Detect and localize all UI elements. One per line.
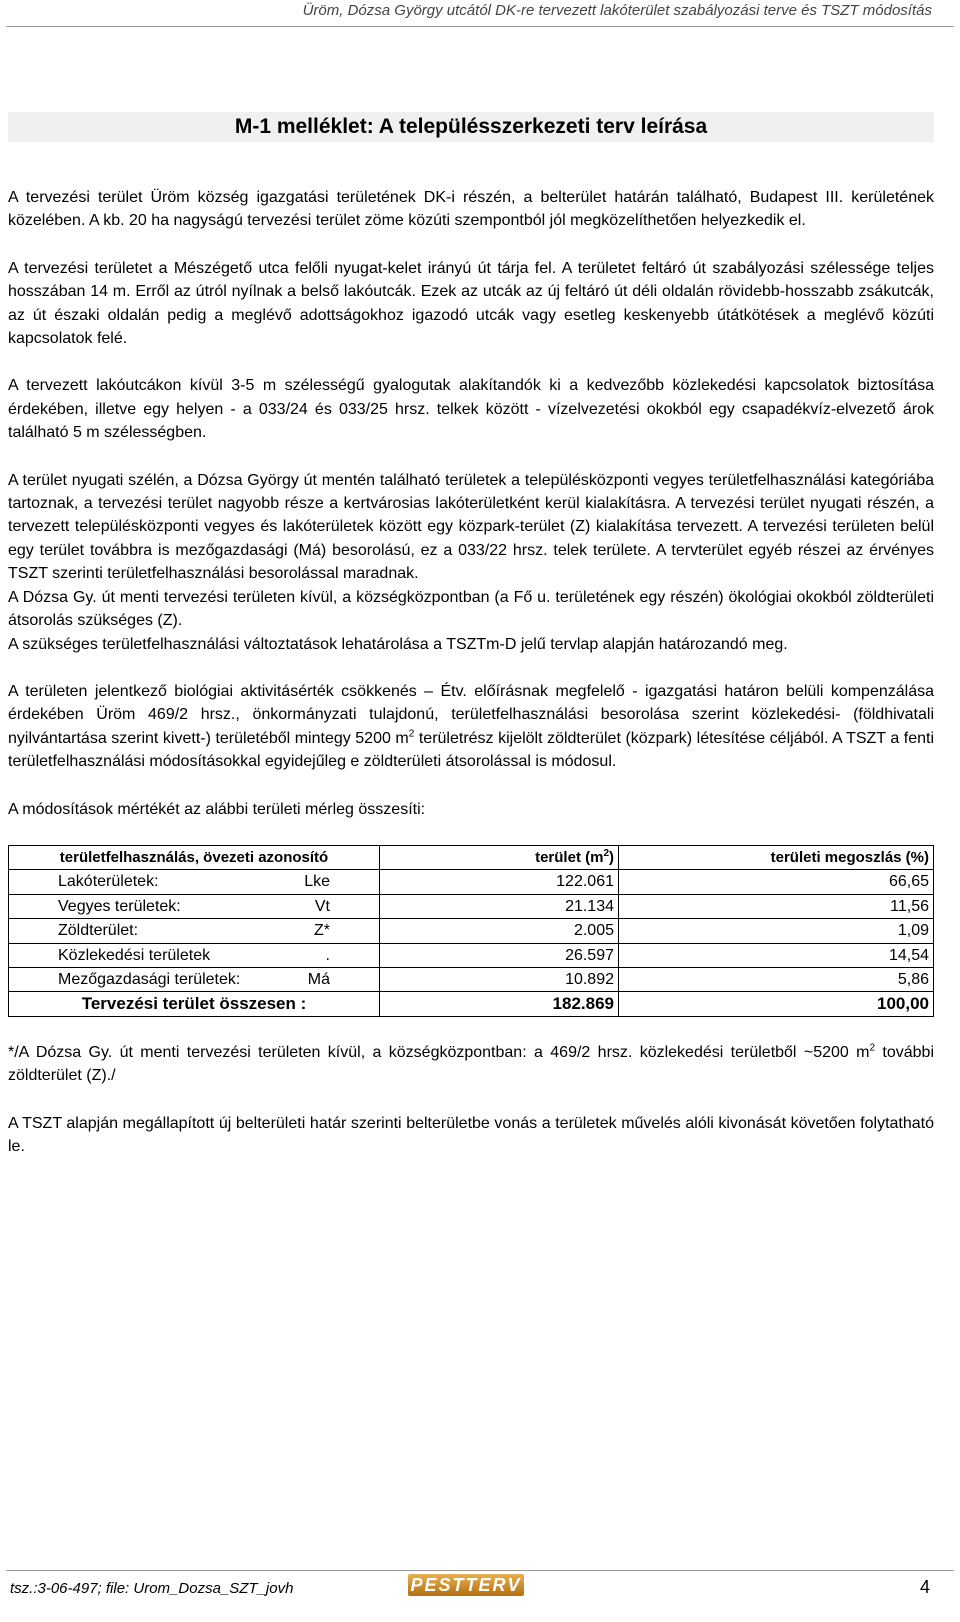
file-reference: tsz.:3-06-497; file: Urom_Dozsa_SZT_jovh	[10, 1580, 294, 1597]
area-header-text-end: )	[609, 848, 614, 866]
area-cell: 2.005	[380, 919, 619, 943]
area-cell: 21.134	[380, 894, 619, 918]
land-use-cell	[9, 870, 380, 894]
column-header-land-use: területfelhasználás, övezeti azonosító	[9, 845, 380, 869]
paragraph-land-use: A terület nyugati szélén, a Dózsa György út mentén található területek a településközponti vegyes területfelhasználási kategóriába tartoznak, a tervezési terület nagyobb része a kertvárosias lakóterületként kerül kialakításra. A tervezési terület nyugati részén, a tervezett településközponti vegyes és lakóterületek között egy közpark-terület (Z) kialakítása tervezett. A tervezési területen belül egy terület továbbra is mezőgazdasági (Má) besorolású, ez a 033/22 hrsz. telek területe. A tervterület egyéb részei az érvényes TSZT szerinti területfelhasználási besorolással maradnak.	[8, 471, 934, 583]
total-share: 100,00	[619, 992, 934, 1016]
page-number: 4	[919, 1577, 930, 1597]
paragraph-closing: A TSZT alapján megállapított új belterületi határ szerinti belterületbe vonás a területek művelés alóli kivonását követően folytatható le.	[8, 1114, 934, 1155]
share-cell: 66,65	[619, 870, 934, 894]
table-row	[9, 894, 934, 918]
share-cell: 11,56	[619, 894, 934, 918]
column-header-share: területi megoszlás (%)	[619, 845, 934, 869]
land-use-cell	[9, 943, 380, 967]
paragraph-green-reclassification: A Dózsa Gy. út menti tervezési területen kívül, a községközpontban (a Fő u. területének egy részén) ökológiai okokból zöldterületi átsorolás szükséges (Z).	[8, 588, 934, 630]
compensation-text: A területen jelentkező biológiai aktivitásérték csökkenés – Étv. előírásnak megfelelő - igazgatási határon belüli kompenzálása érdekében Üröm 469/2 hrsz., önkormányzati tulajdonú, területfelhasználási besorolása szerint közlekedési- (földhivatali nyilvántartása szerint kivett-) területéből mintegy 5200 m	[8, 682, 934, 747]
table-row	[9, 870, 934, 894]
table-header-row	[9, 845, 934, 869]
compensation-text-end: területrész kijelölt zöldterület (közpark) létesítése céljából. A TSZT a fenti területfelhasználási módosításokkal egyidejűleg e zöldterületi átsorolással is módosul.	[8, 729, 934, 771]
land-use-cell	[9, 919, 380, 943]
land-use-cell	[9, 894, 380, 918]
land-use-name: Mezőgazdasági területek:	[58, 970, 241, 988]
share-cell: 5,86	[619, 967, 934, 991]
document-body	[8, 186, 934, 1182]
paragraph-footpaths: A tervezett lakóutcákon kívül 3-5 m szélességű gyalogutak alakítandók ki a kedvezőbb közlekedési kapcsolatok biztosítása érdekében, illetve egy helyen - a 033/24 és 033/25 hrsz. telkek között - vízelvezetési okokból egy csapadékvíz-elvezető árok található 5 m szélességben.	[8, 377, 934, 442]
table-total-row	[9, 992, 934, 1016]
zone-code: Má	[307, 970, 330, 988]
land-use-name: Közlekedési területek	[58, 946, 211, 964]
paragraph-footnote	[8, 1041, 934, 1088]
area-cell: 10.892	[380, 967, 619, 991]
paragraph-plan-sheet: A szükséges területfelhasználási változtatások lehatárolása a TSZTm-D jelű tervlap alapján határozandó meg.	[8, 635, 788, 653]
paragraph-compensation	[8, 680, 934, 774]
zone-code: .	[325, 946, 330, 964]
table-row	[9, 967, 934, 991]
area-balance-table	[8, 845, 934, 1017]
paragraph-location: A tervezési terület Üröm község igazgatási területének DK-i részén, a belterület határán található, Budapest III. kerületének közelében. A kb. 20 ha nagyságú tervezési terület zöme közúti szempontból jól megközelíthetően helyezkedik el.	[8, 189, 934, 230]
header-divider	[6, 26, 954, 27]
column-header-area	[380, 845, 619, 869]
table-row	[9, 919, 934, 943]
zone-code: Vt	[314, 897, 330, 915]
area-header-text: terület (m	[535, 848, 604, 866]
land-use-cell	[9, 967, 380, 991]
superscript: 2	[408, 728, 415, 740]
zone-code: Z*	[314, 922, 330, 940]
land-use-name: Vegyes területek:	[58, 897, 181, 915]
page-title: M-1 melléklet: A településszerkezeti terv leírása	[8, 112, 934, 142]
footer-divider	[6, 1570, 954, 1571]
running-header: Üröm, Dózsa György utcától DK-re tervezett lakóterület szabályozási terve és TSZT módosítás	[302, 2, 932, 19]
total-area: 182.869	[380, 992, 619, 1016]
paragraph-table-intro: A módosítások mértékét az alábbi területi mérleg összesíti:	[8, 800, 426, 818]
land-use-name: Lakóterületek:	[58, 873, 159, 891]
footnote-text: */A Dózsa Gy. út menti tervezési területen kívül, a községközpontban: a 469/2 hrsz. közlekedési területből ~5200 m	[8, 1043, 870, 1061]
paragraph-access-road: A tervezési területet a Mészégető utca felőli nyugat-kelet irányú út tárja fel. A területet feltáró út szabályozási szélessége teljes hosszában 14 m. Erről az útról nyílnak a belső lakóutcák. Ezek az utcák az új feltáró út déli oldalán rövidebb-hosszabb zsákutcák, az út északi oldalán pedig a meglévő adottságokhoz igazodó utcák vagy esetleg keskenyebb útátkötések a meglévő közúti kapcsolatok felé.	[8, 259, 934, 348]
land-use-name: Zöldterület:	[58, 922, 139, 940]
footnote-text-end: további zöldterület (Z)./	[8, 1043, 935, 1085]
zone-code: Lke	[304, 873, 330, 891]
area-cell: 122.061	[380, 870, 619, 894]
share-cell: 14,54	[619, 943, 934, 967]
superscript: 2	[603, 847, 609, 859]
superscript: 2	[869, 1042, 876, 1054]
area-cell: 26.597	[380, 943, 619, 967]
total-label: Tervezési terület összesen :	[9, 992, 380, 1016]
share-cell: 1,09	[619, 919, 934, 943]
table-row	[9, 943, 934, 967]
pestterv-logo: PESTTERV	[408, 1574, 524, 1596]
